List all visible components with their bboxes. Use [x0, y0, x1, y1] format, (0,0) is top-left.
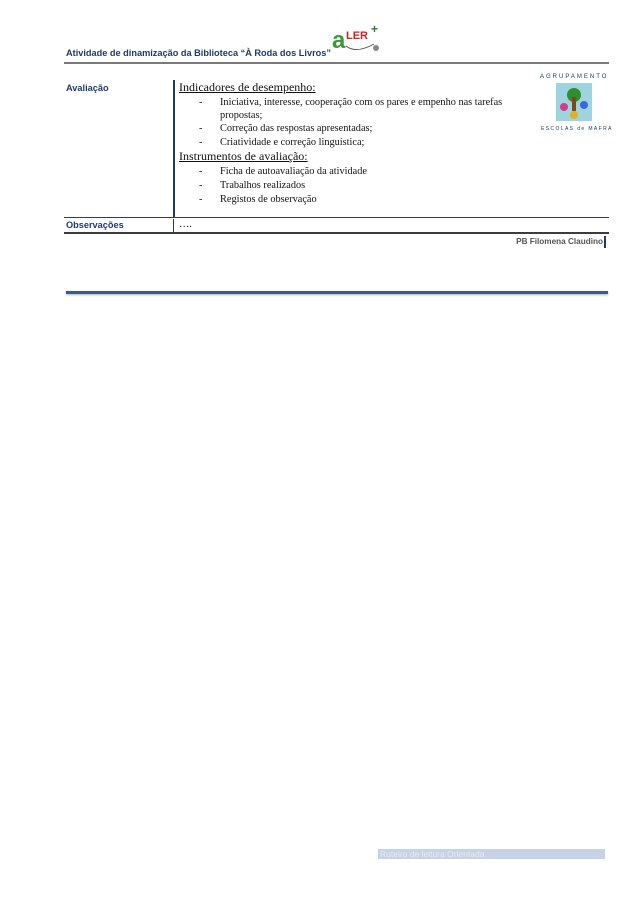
- document-header-title: Atividade de dinamização da Biblioteca “À Roda dos Livros”: [66, 48, 331, 58]
- aler-logo: [330, 22, 382, 58]
- indicators-heading: Indicadores de desempenho:: [179, 80, 316, 94]
- row-label-observacoes: Observações: [66, 220, 124, 230]
- svg-text:LER: LER: [346, 30, 368, 42]
- table-bottom-rule: [64, 232, 609, 234]
- column-divider: [173, 80, 175, 217]
- bullet-dash: -: [199, 97, 203, 108]
- bullet-dash: -: [199, 123, 203, 134]
- page-separator-rule: [66, 291, 608, 294]
- row-separator: [64, 217, 609, 218]
- instrument-item: Ficha de autoavaliação da atividade: [220, 166, 367, 177]
- svg-text:a: a: [332, 27, 346, 54]
- bullet-dash: -: [199, 166, 203, 177]
- school-logo: [538, 74, 613, 134]
- author-label: PB Filomena Claudino: [516, 237, 603, 246]
- indicator-item: Criatividade e correção linguística;: [220, 137, 365, 148]
- instrument-item: Registos de observação: [220, 194, 317, 205]
- school-logo-bottom-text: ESCOLAS de MAFRA: [541, 126, 613, 132]
- bullet-dash: -: [199, 180, 203, 191]
- school-logo-top-text: AGRUPAMENTO: [540, 74, 609, 80]
- header-rule: [64, 62, 609, 64]
- indicator-item: Correção das respostas apresentadas;: [220, 123, 373, 134]
- school-emblem-icon: [556, 83, 592, 121]
- observacoes-value: ….: [179, 219, 192, 230]
- footer-label: Roteiro de leitura Orientada: [380, 849, 485, 859]
- indicator-item: Iniciativa, interesse, cooperação com os pares e empenho nas tarefas: [220, 97, 503, 108]
- author-bar: [604, 236, 606, 248]
- svg-text:+: +: [371, 22, 379, 36]
- bullet-dash: -: [199, 194, 203, 205]
- indicator-item-continuation: propostas;: [220, 110, 263, 121]
- instrument-item: Trabalhos realizados: [220, 180, 306, 191]
- instruments-heading: Instrumentos de avaliação:: [179, 149, 308, 163]
- bullet-dash: -: [199, 137, 203, 148]
- column-divider: [173, 219, 174, 232]
- row-label-avaliacao: Avaliação: [66, 83, 109, 93]
